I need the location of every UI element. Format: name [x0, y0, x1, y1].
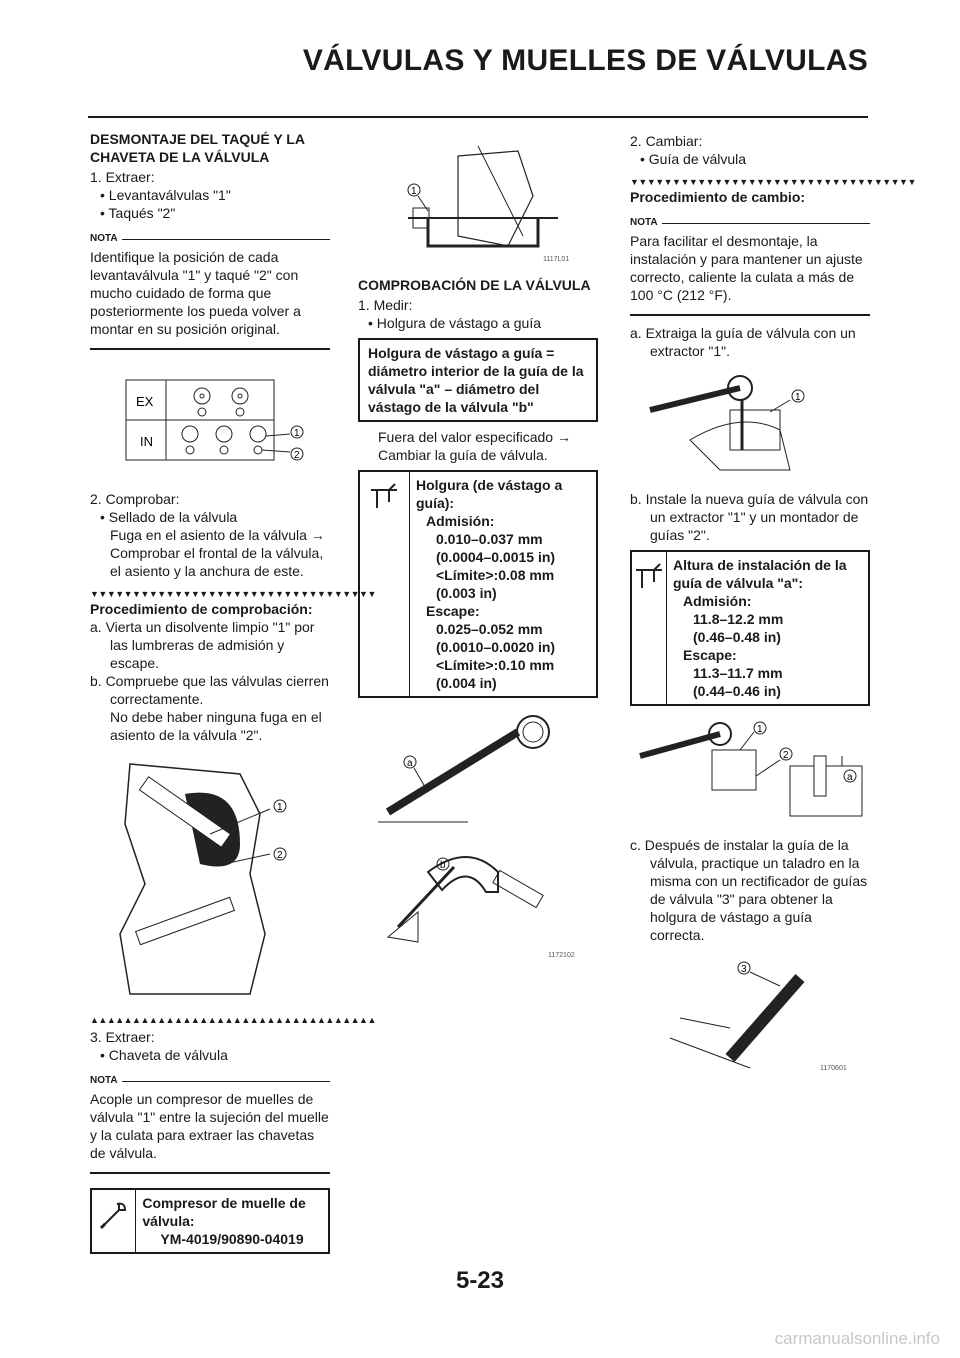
- procedure-step-b-sub: No debe haber ninguna fuga en el asiento de la válvula "2".: [110, 709, 322, 743]
- bullet-item: • Guía de válvula: [640, 151, 747, 167]
- procedure-step-a: a. Extraiga la guía de válvula con un extractor "1".: [630, 325, 856, 359]
- note-block: [630, 214, 870, 316]
- page-number: 5-23: [455, 1267, 505, 1294]
- formula-box: Holgura de vástago a guía = diámetro interior de la guía de la válvula "a" – diámetro del vástago de la válvula "b": [358, 338, 598, 422]
- column-right: [630, 130, 916, 1088]
- column-left: [90, 130, 376, 1254]
- callout-1: 1: [795, 392, 801, 403]
- bullet-item: • Sellado de la válvula: [100, 509, 238, 525]
- spec-value: (0.004 in): [435, 675, 497, 691]
- page-title: VÁLVULAS Y MUELLES DE VÁLVULAS: [302, 44, 868, 77]
- spec-value: 11.3–11.7 mm: [693, 665, 783, 681]
- callout-1: 1: [277, 802, 283, 813]
- section-heading: DESMONTAJE DEL TAQUÉ Y LA CHAVETA DE LA VÁLVULA: [90, 131, 305, 165]
- watermark: carmanualsonline.info: [774, 1329, 940, 1348]
- procedure-step-b: b. Instale la nueva guía de válvula con un extractor "1" y un montador de guías "2".: [630, 491, 869, 543]
- step-text: 1. Medir:: [358, 297, 413, 313]
- caliper-icon: [632, 552, 667, 704]
- callout-1: 1: [411, 186, 417, 197]
- bullet-item: • Holgura de vástago a guía: [368, 315, 542, 331]
- step-text: 2. Comprobar:: [90, 491, 180, 507]
- tool-value: YM-4019/90890-04019: [160, 1231, 304, 1247]
- bullet-subtext: Fuga en el asiento de la válvula → Comprobar el frontal de la válvula, el asiento y la anchura de este.: [110, 527, 325, 579]
- caliper-icon: [360, 472, 410, 696]
- spec-limit: <Límite>:0.10 mm: [435, 657, 555, 673]
- spec-title: Altura de instalación de la guía de válvula "a":: [673, 557, 847, 591]
- procedure-start-marker: ▼▼▼▼▼▼▼▼▼▼▼▼▼▼▼▼▼▼▼▼▼▼▼▼▼▼▼▼▼▼▼▼▼▼: [90, 589, 376, 599]
- figure-bore-gauge-micrometer: [358, 712, 598, 962]
- title-rule: [88, 116, 868, 118]
- procedure-end-marker: ▲▲▲▲▲▲▲▲▲▲▲▲▲▲▲▲▲▲▲▲▲▲▲▲▲▲▲▲▲▲▲▲▲▲: [90, 1015, 376, 1025]
- spec-box-clearance: [358, 470, 598, 698]
- note-block: [90, 1072, 330, 1174]
- tool-title: Compresor de muelle de válvula:: [142, 1195, 306, 1229]
- spec-exhaust-label: Escape:: [425, 603, 480, 619]
- callout-2: 2: [294, 450, 300, 461]
- figure-valve-compressor: [358, 136, 598, 266]
- label-a: a: [847, 772, 853, 783]
- spec-intake-label: Admisión:: [683, 593, 752, 609]
- step-text: 1. Extraer:: [90, 169, 155, 185]
- procedure-start-marker: ▼▼▼▼▼▼▼▼▼▼▼▼▼▼▼▼▼▼▼▼▼▼▼▼▼▼▼▼▼▼▼▼▼▼: [630, 177, 916, 187]
- figure-code: 1117L01: [543, 256, 570, 263]
- figure-valve-seal-check: [90, 754, 330, 1004]
- spec-value: 0.025–0.052 mm: [435, 621, 543, 637]
- note-label: NOTA: [630, 214, 870, 232]
- spec-limit: <Límite>:0.08 mm: [435, 567, 555, 583]
- procedure-heading: Procedimiento de cambio:: [630, 189, 806, 205]
- spec-value: (0.44–0.46 in): [693, 683, 781, 699]
- spec-value: (0.0004–0.0015 in): [435, 549, 556, 565]
- bullet-item: • Levantaválvulas "1": [100, 187, 231, 203]
- spec-value: 11.8–12.2 mm: [693, 611, 784, 627]
- note-text: Identifique la posición de cada levantaválvula "1" y taqué "2" con mucho cuidado de forma que posteriormente los pueda volver a montar en su posición original.: [90, 249, 301, 337]
- spec-value: (0.003 in): [435, 585, 497, 601]
- out-of-spec-text: Fuera del valor especificado → Cambiar la guía de válvula.: [378, 429, 571, 463]
- step-text: 3. Extraer:: [90, 1029, 155, 1045]
- figure-code: 1172102: [548, 952, 575, 959]
- procedure-heading: Procedimiento de comprobación:: [90, 601, 313, 617]
- tool-spec-box: [90, 1188, 330, 1254]
- spec-value: 0.010–0.037 mm: [435, 531, 543, 547]
- figure-guide-install: [630, 716, 870, 826]
- spec-text: [410, 472, 596, 696]
- callout-3: 3: [741, 964, 747, 975]
- bullet-item: • Chaveta de válvula: [100, 1047, 228, 1063]
- note-text: Para facilitar el desmontaje, la instalación y para mantener un ajuste correcto, caliente la culata a más de 100 °C (212 °F).: [630, 233, 863, 303]
- bullet-item: • Taqués "2": [100, 205, 176, 221]
- callout-2: 2: [783, 750, 789, 761]
- callout-2: 2: [277, 850, 283, 861]
- callout-1: 1: [757, 724, 763, 735]
- spec-text: [667, 552, 868, 704]
- figure-code: 1170601: [820, 1065, 847, 1072]
- figure-guide-removal: [630, 370, 870, 480]
- note-text: Acople un compresor de muelles de válvula "1" entre la sujeción del muelle y la culata para extraer las chavetas de válvula.: [90, 1091, 329, 1161]
- spec-value: (0.46–0.48 in): [693, 629, 781, 645]
- fig-label-in: IN: [140, 434, 153, 449]
- wrench-icon: [92, 1190, 136, 1252]
- note-label: NOTA: [90, 230, 330, 248]
- figure-tappet-layout: [90, 360, 330, 480]
- spec-value: (0.0010–0.0020 in): [435, 639, 556, 655]
- step-text: 2. Cambiar:: [630, 133, 703, 149]
- column-middle: [358, 130, 598, 972]
- procedure-step-a: a. Vierta un disolvente limpio "1" por las lumbreras de admisión y escape.: [90, 619, 315, 671]
- tool-spec-text: [136, 1190, 328, 1252]
- figure-guide-reamer: [630, 958, 870, 1078]
- spec-intake-label: Admisión:: [425, 513, 495, 529]
- section-heading: COMPROBACIÓN DE LA VÁLVULA: [358, 277, 591, 293]
- callout-1: 1: [294, 428, 300, 439]
- note-label: NOTA: [90, 1072, 330, 1090]
- fig-label-ex: EX: [136, 394, 154, 409]
- spec-title: Holgura (de vástago a guía):: [415, 477, 563, 511]
- label-a: a: [407, 758, 413, 769]
- procedure-step-b: b. Compruebe que las válvulas cierren correctamente.: [90, 673, 329, 707]
- spec-exhaust-label: Escape:: [683, 647, 737, 663]
- procedure-step-c: c. Después de instalar la guía de la válvula, practique un taladro en la misma con un rectificador de guías de válvula "3" para obtener la holgura de vástago a guía correcta.: [630, 837, 868, 943]
- spec-box-guide-height: [630, 550, 870, 706]
- label-b: b: [440, 860, 446, 871]
- note-block: [90, 230, 330, 350]
